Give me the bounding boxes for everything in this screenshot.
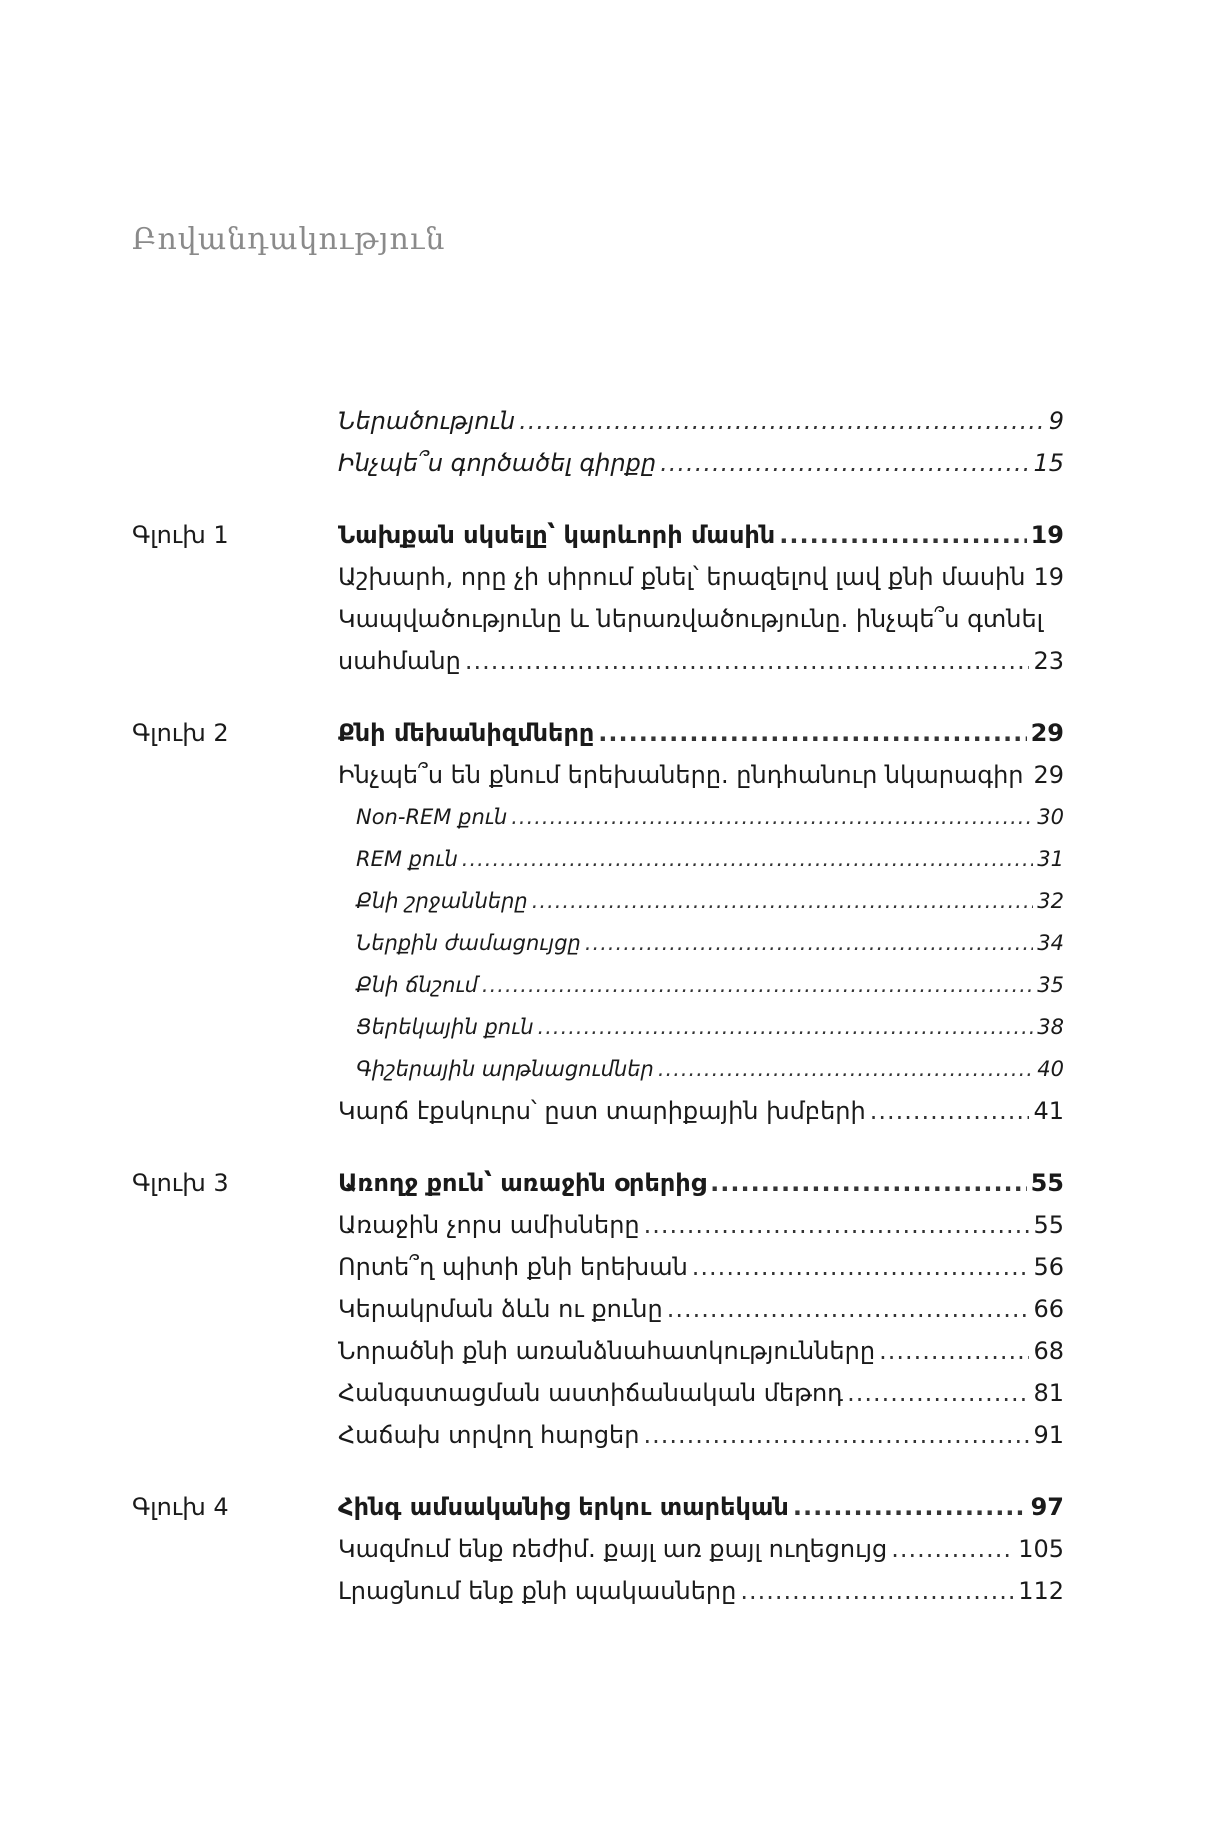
toc-chapter-3 <box>0 1162 1205 1456</box>
toc-leader <box>658 1048 1033 1090</box>
toc-entry-title: Քնի շրջանները <box>356 889 528 913</box>
page-title: Բովանդակություն <box>132 222 446 257</box>
toc-entry-title: Հինգ ամսականից երկու տարեկան <box>338 1493 789 1521</box>
toc-page-number: 29 <box>1033 761 1064 789</box>
toc-entry-title: Ինչպե՞ս գործածել գիրքը <box>338 449 657 477</box>
toc-chapter-4 <box>0 1486 1205 1612</box>
toc-entry[interactable] <box>338 640 1064 682</box>
toc-leader <box>465 640 1030 682</box>
toc-entry-title: Լրացնում ենք քնի պակասները <box>338 1577 737 1605</box>
toc-page-number: 19 <box>1030 521 1064 549</box>
toc-entry[interactable] <box>338 1372 1064 1414</box>
toc-intro <box>0 400 1205 484</box>
toc-entry-title: Ինչպե՞ս են քնում երեխաները. ընդհանուր նկարագիր <box>338 761 1024 789</box>
toc-leader <box>482 964 1033 1006</box>
toc-entry[interactable] <box>338 556 1064 598</box>
toc-entry-title: Non-REM քուն <box>356 805 508 829</box>
toc-leader <box>519 400 1045 442</box>
toc-entry-title: Նախքան սկսելը՝ կարևորի մասին <box>338 521 776 549</box>
toc-entry-title: Գիշերային արթնացումներ <box>356 1057 654 1081</box>
toc-page-number: 32 <box>1037 889 1064 913</box>
toc-subentry[interactable] <box>338 922 1064 964</box>
toc-leader <box>667 1288 1030 1330</box>
toc-page-number: 23 <box>1033 647 1064 675</box>
toc-page-number: 105 <box>1018 1535 1064 1563</box>
toc-page-number: 40 <box>1037 1057 1064 1081</box>
toc-entry[interactable] <box>338 1204 1064 1246</box>
toc-page-number: 41 <box>1033 1097 1064 1125</box>
chapter-label: Գլուխ 2 <box>132 719 229 747</box>
toc-leader <box>598 712 1026 754</box>
toc-entry-title: Կազմում ենք ռեժիմ. քայլ առ քայլ ուղեցույց <box>338 1535 888 1563</box>
toc-entry[interactable] <box>338 1090 1064 1132</box>
toc-entry-how-to-use[interactable] <box>338 442 1064 484</box>
toc-page-number: 55 <box>1030 1169 1064 1197</box>
toc-page-number: 97 <box>1030 1493 1064 1521</box>
toc-page-number: 29 <box>1030 719 1064 747</box>
toc-entry-line1[interactable] <box>338 598 1064 640</box>
toc-page-number: 112 <box>1018 1577 1064 1605</box>
toc-page-number: 31 <box>1037 847 1064 871</box>
toc-leader <box>692 1246 1030 1288</box>
toc-leader <box>793 1486 1027 1528</box>
toc-subentry[interactable] <box>338 838 1064 880</box>
toc-entry-title: Հաճախ տրվող հարցեր <box>338 1421 640 1449</box>
toc-leader <box>585 922 1033 964</box>
toc-entry[interactable] <box>338 1330 1064 1372</box>
toc-page-number: 30 <box>1037 805 1064 829</box>
toc-entry[interactable] <box>338 1246 1064 1288</box>
toc-page-number: 34 <box>1037 931 1064 955</box>
toc-leader <box>891 1528 1014 1570</box>
toc-entry-title: Կապվածությունը և ներառվածությունը. ինչպե՞ս գտնել <box>338 605 1044 633</box>
toc-page-number: 56 <box>1033 1253 1064 1281</box>
toc-leader <box>870 1090 1030 1132</box>
toc-leader <box>879 1330 1029 1372</box>
toc-entry-title: Որտե՞ղ պիտի քնի երեխան <box>338 1253 688 1281</box>
toc-chapter-1 <box>0 514 1205 682</box>
toc-entry-title: սահմանը <box>338 647 461 675</box>
toc-entry-title: Կերակրման ձևն ու քունը <box>338 1295 663 1323</box>
toc-leader <box>779 514 1026 556</box>
toc-entry-title: Նորածնի քնի առանձնահատկությունները <box>338 1337 876 1365</box>
toc-entry-title: Կարճ էքսկուրս՝ ըստ տարիքային խմբերի <box>338 1097 866 1125</box>
toc-page-number: 15 <box>1033 449 1064 477</box>
toc-page-number: 68 <box>1033 1337 1064 1365</box>
table-of-contents <box>0 400 1205 1612</box>
toc-entry-title: REM քուն <box>356 847 458 871</box>
toc-entry-title: Հանգստացման աստիճանական մեթոդ <box>338 1379 844 1407</box>
toc-entry[interactable] <box>338 1288 1064 1330</box>
toc-page-number: 35 <box>1037 973 1064 997</box>
toc-leader <box>643 1414 1029 1456</box>
toc-entry-title: Առաջին չորս ամիսները <box>338 1211 640 1239</box>
toc-subentry[interactable] <box>338 880 1064 922</box>
toc-entry-title: Ներքին ժամացույցը <box>356 931 581 955</box>
toc-page-number: 55 <box>1033 1211 1064 1239</box>
chapter-heading[interactable] <box>338 1486 1064 1528</box>
chapter-heading[interactable] <box>338 712 1064 754</box>
toc-page-number: 19 <box>1033 563 1065 591</box>
chapter-label: Գլուխ 3 <box>132 1169 229 1197</box>
toc-entry-title: Առողջ քուն՝ առաջին օրերից <box>338 1169 707 1197</box>
toc-entry[interactable] <box>338 754 1064 796</box>
toc-subentry[interactable] <box>338 796 1064 838</box>
toc-page-number: 81 <box>1033 1379 1064 1407</box>
toc-entry-title: Քնի ճնշում <box>356 973 478 997</box>
toc-entry-title: Աշխարհ, որը չի սիրում քնել՝ երազելով լավ քնի մասին <box>338 563 1026 591</box>
toc-page-number: 66 <box>1033 1295 1064 1323</box>
toc-subentry[interactable] <box>338 1006 1064 1048</box>
toc-entry[interactable] <box>338 1414 1064 1456</box>
toc-entry[interactable] <box>338 1528 1064 1570</box>
toc-leader <box>847 1372 1029 1414</box>
toc-leader <box>710 1162 1026 1204</box>
chapter-label: Գլուխ 1 <box>132 521 229 549</box>
toc-leader <box>511 796 1033 838</box>
chapter-label: Գլուխ 4 <box>132 1493 229 1521</box>
toc-leader <box>644 1204 1030 1246</box>
toc-entry-title: Ներածություն <box>338 407 516 435</box>
toc-page-number: 91 <box>1033 1421 1064 1449</box>
toc-subentry[interactable] <box>338 964 1064 1006</box>
toc-leader <box>538 1006 1034 1048</box>
chapter-heading[interactable] <box>338 514 1064 556</box>
toc-leader <box>462 838 1034 880</box>
chapter-heading[interactable] <box>338 1162 1064 1204</box>
toc-entry-title: Քնի մեխանիզմները <box>338 719 595 747</box>
toc-chapter-2 <box>0 712 1205 1132</box>
toc-entry-introduction[interactable] <box>338 400 1064 442</box>
toc-entry[interactable] <box>338 1570 1064 1612</box>
toc-leader <box>740 1570 1014 1612</box>
toc-subentry[interactable] <box>338 1048 1064 1090</box>
toc-leader <box>1028 754 1030 796</box>
toc-leader <box>660 442 1029 484</box>
toc-page-number: 9 <box>1048 407 1064 435</box>
toc-page-number: 38 <box>1037 1015 1064 1039</box>
toc-leader <box>532 880 1034 922</box>
toc-entry-title: Ցերեկային քուն <box>356 1015 534 1039</box>
